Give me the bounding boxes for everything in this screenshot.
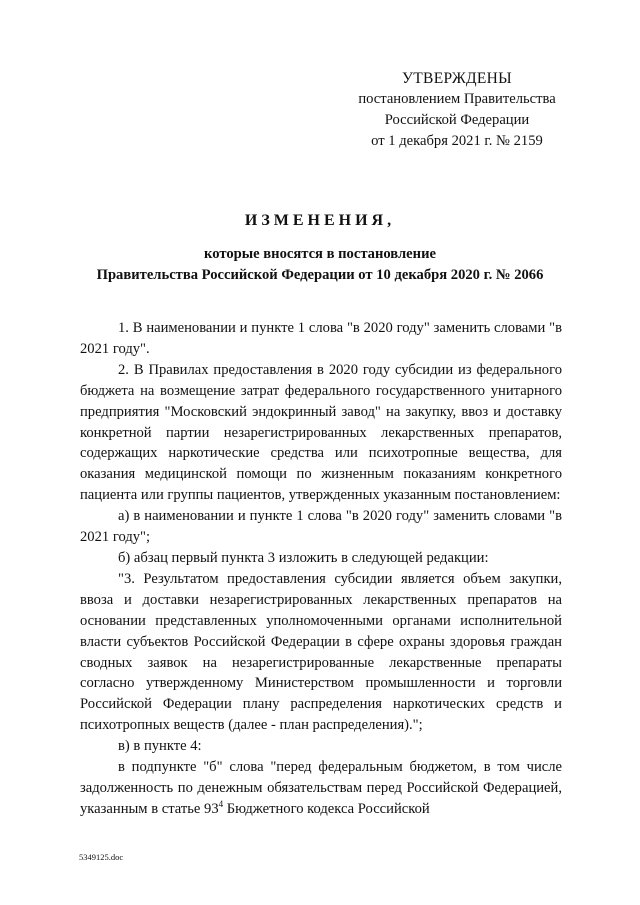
paragraph-2: 2. В Правилах предоставления в 2020 году субсидии из федерального бюджета на возмещение затрат федерального государственного унитарного предприятия "Московский эндокринный завод" на закупку, ввоз и доставку конкретной партии незарегистрированных лекарственных препаратов, содержащих наркотические средства или психотропные вещества, для оказания медицинской помощи по жизненным показаниям конкретного пациента или группы пациентов, утвержденных указанным постановлением:	[80, 361, 562, 504]
approval-line-2: Российской Федерации	[384, 112, 530, 128]
subtitle-line-1: которые вносятся в постановление	[204, 246, 436, 262]
paragraph-6: в) в пункте 4:	[118, 738, 202, 755]
paragraph-7	[80, 757, 562, 820]
subtitle-line-2: Правительства Российской Федерации от 10 декабря 2020 г. № 2066	[96, 267, 544, 283]
file-name-footer: 5349125.doc	[79, 852, 124, 862]
document-body	[80, 318, 562, 820]
paragraph-4: б) абзац первый пункта 3 изложить в следующей редакции:	[118, 549, 489, 566]
approval-line-3: от 1 декабря 2021 г. № 2159	[371, 133, 543, 149]
superscript-4: 4	[218, 798, 224, 809]
approval-heading: УТВЕРЖДЕНЫ	[402, 70, 512, 87]
paragraph-5: "3. Результатом предоставления субсидии является объем закупки, ввоза и доставки незарегистрированных лекарственных препаратов на основании представленных уполномоченными органами исполнительной власти субъектов Российской Федерации в сфере охраны здоровья граждан сводных заявок на незарегистрированные лекарственные препараты согласно утвержденному Министерством промышленности и торговли Российской Федерации плану распределения наркотических средств и психотропных веществ (далее - план распределения).";	[80, 570, 562, 734]
approval-stamp	[322, 68, 592, 152]
document-title: ИЗМЕНЕНИЯ,	[244, 212, 396, 229]
paragraph-1: 1. В наименовании и пункте 1 слова "в 2020 году" заменить словами "в 2021 году".	[80, 320, 562, 357]
paragraph-7-text: в подпункте "б" слова "перед федеральным бюджетом, в том числе задолженность по денежным обязательствам перед Российской Федерацией, указанным в статье 93	[80, 759, 562, 817]
paragraph-3: а) в наименовании и пункте 1 слова "в 2020 году" заменить словами "в 2021 году";	[80, 508, 562, 546]
approval-line-1: постановлением Правительства	[358, 91, 556, 107]
paragraph-7-tail: Бюджетного кодекса Российской	[223, 800, 430, 817]
document-subtitle	[40, 244, 600, 286]
